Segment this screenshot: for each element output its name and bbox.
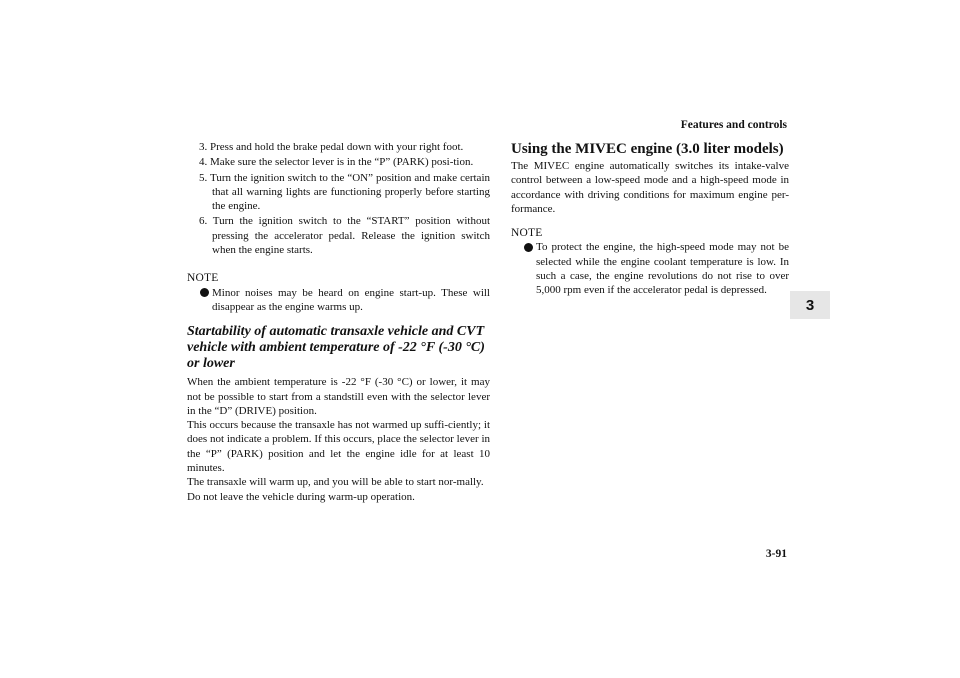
bullet-icon bbox=[524, 243, 533, 252]
right-column bbox=[511, 140, 789, 308]
note-item bbox=[511, 240, 789, 297]
procedure-step: 3. Press and hold the brake pedal down with your right foot. bbox=[199, 141, 464, 153]
bullet-icon bbox=[200, 288, 209, 297]
body-paragraph: The transaxle will warm up, and you will be able to start nor-mally. bbox=[187, 476, 484, 489]
procedure-step: 5. Turn the ignition switch to the “ON” position and make certain that all warning lights are functioning properly before starting the engine. bbox=[199, 171, 490, 213]
body-paragraph: The MIVEC engine automatically switches its intake-valve control between a low-speed mode and a high-speed mode in accordance with driving conditions for maximum engine per-formance. bbox=[511, 160, 789, 215]
note-text: Minor noises may be heard on engine start-up. These will disappear as the engine warms up. bbox=[212, 286, 490, 313]
body-paragraph: Do not leave the vehicle during warm-up operation. bbox=[187, 490, 415, 503]
section-heading: Startability of automatic transaxle vehicle and CVT vehicle with ambient temperature of -22 °F (-30 °C) or lower bbox=[187, 324, 485, 372]
section-heading: Using the MIVEC engine (3.0 liter models) bbox=[511, 141, 784, 157]
procedure-step: 4. Make sure the selector lever is in the “P” (PARK) posi-tion. bbox=[199, 156, 474, 169]
body-paragraph: This occurs because the transaxle has not warmed up suffi-ciently; it does not indicate a problem. If this occurs, place the selector lever in the “P” (PARK) position and let the engine idle for at least 10 minutes. bbox=[187, 419, 490, 475]
body-paragraph: When the ambient temperature is -22 °F (-30 °C) or lower, it may not be possible to start from a standstill even with the selector lever in the “D” (DRIVE) position. bbox=[187, 376, 490, 417]
left-column bbox=[187, 140, 490, 504]
procedure-step: 6. Turn the ignition switch to the “START” position without pressing the accelerator pedal. Release the ignition switch when the engine starts. bbox=[199, 215, 490, 257]
note-label: NOTE bbox=[511, 227, 543, 240]
chapter-number: 3 bbox=[805, 296, 815, 314]
note-label: NOTE bbox=[187, 272, 219, 285]
chapter-tab bbox=[790, 291, 830, 319]
procedure-steps bbox=[187, 140, 490, 257]
page-number: 3-91 bbox=[765, 548, 787, 560]
page-header-title: Features and controls bbox=[680, 119, 787, 131]
note-item bbox=[187, 286, 490, 315]
note-text: To protect the engine, the high-speed mode may not be selected while the engine coolant temperature is low. In such a case, the engine revolutions do not rise to over 5,000 rpm even if the accelerator pedal is depressed. bbox=[536, 241, 789, 297]
